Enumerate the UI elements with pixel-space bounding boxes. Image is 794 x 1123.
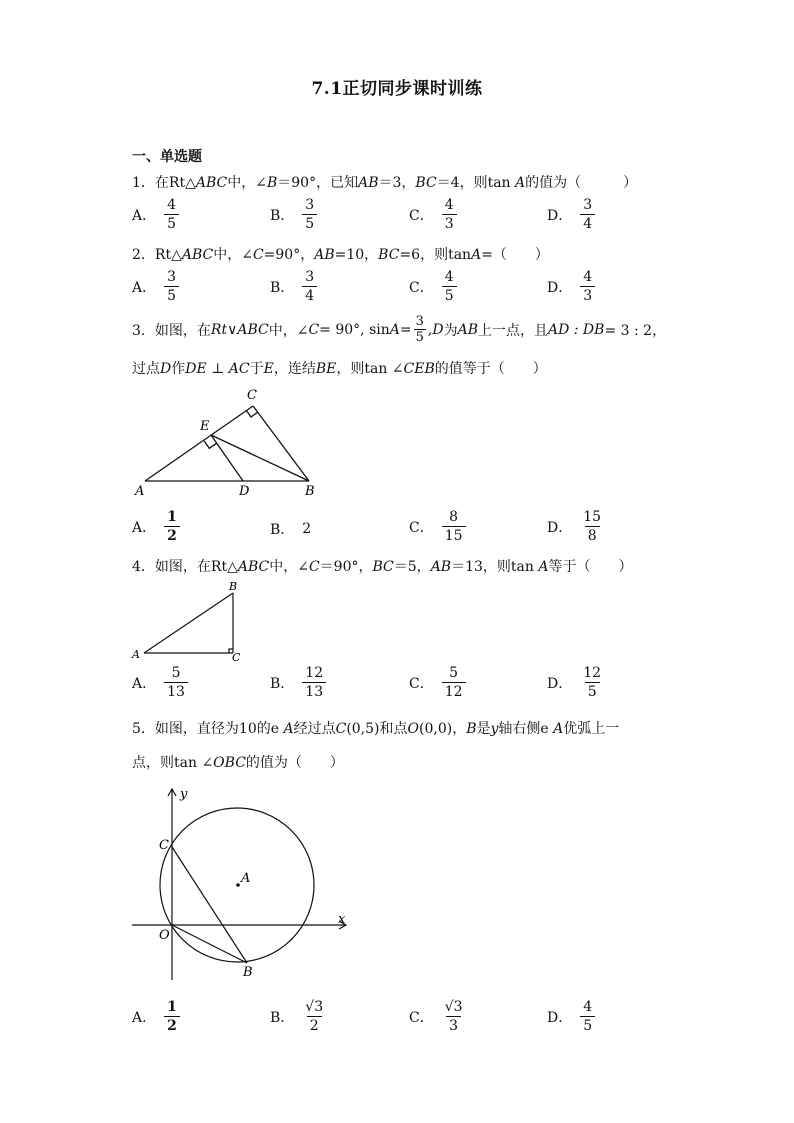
label-o: O <box>159 928 170 943</box>
fraction: $\frac{3}{5}$ <box>415 314 424 345</box>
question-4-stem: 4．如图，在Rt△ABC中，∠C＝90°，BC＝5，AB＝13，则tan A等于（ ） <box>132 559 633 575</box>
segment-ac <box>145 406 253 481</box>
label-x: x <box>338 912 346 927</box>
q5-option-b[interactable]: B． $\frac{√3}{2}$ <box>270 1000 326 1033</box>
label-b: B <box>243 965 253 980</box>
fraction: $\frac{√3}{3}$ <box>444 999 463 1034</box>
label-c: C <box>247 388 257 403</box>
label-a: A <box>241 871 251 886</box>
q2-option-d[interactable]: D． $\frac{4}{3}$ <box>547 270 595 303</box>
label-y: y <box>180 787 188 802</box>
label-c: C <box>232 651 241 664</box>
label-d: D <box>239 484 250 499</box>
q5-option-c[interactable]: C． $\frac{√3}{3}$ <box>409 1000 466 1033</box>
q3-option-c[interactable]: C． $\frac{8}{15}$ <box>409 510 466 543</box>
page-title: 7.1正切同步课时训练 <box>311 79 483 99</box>
section-heading: 一、单选题 <box>132 149 202 165</box>
fraction: $\frac{5}{13}$ <box>164 666 188 699</box>
fraction: $\frac{√3}{2}$ <box>305 999 324 1034</box>
label-c: C <box>159 838 169 853</box>
fraction: $\frac{12}{5}$ <box>583 665 602 700</box>
fraction: $\frac{15}{8}$ <box>583 509 602 544</box>
fraction: $\frac{4}{5}$ <box>164 198 179 231</box>
question-2-stem: 2．Rt△ABC中，∠C=90°，AB=10，BC=6，则tanA=（ ） <box>132 247 549 263</box>
label-b: B <box>229 580 238 593</box>
q4-triangle-figure <box>128 580 248 664</box>
fraction: $\frac{4}{3}$ <box>580 270 595 303</box>
fraction: $\frac{3}{5}$ <box>302 198 317 231</box>
right-angle-c <box>246 411 257 417</box>
q3-option-d[interactable]: D． $\frac{15}{8}$ <box>547 510 604 543</box>
q4-option-b[interactable]: B． $\frac{12}{13}$ <box>270 666 326 699</box>
fraction: $\frac{5}{12}$ <box>442 666 466 699</box>
q5-option-d[interactable]: D． $\frac{4}{5}$ <box>547 1000 595 1033</box>
q1-option-d[interactable]: D． $\frac{3}{4}$ <box>547 198 595 231</box>
fraction: $\frac{12}{13}$ <box>302 666 326 699</box>
q4-option-c[interactable]: C． $\frac{5}{12}$ <box>409 666 466 699</box>
label-e: E <box>200 419 210 434</box>
q4-option-d[interactable]: D． $\frac{12}{5}$ <box>547 666 604 699</box>
q4-option-a[interactable]: A． $\frac{5}{13}$ <box>132 666 188 699</box>
q5-option-a[interactable]: A． $\frac{1}{2}$ <box>132 1000 180 1033</box>
fraction: $\frac{1}{2}$ <box>164 1000 180 1033</box>
fraction: $\frac{1}{2}$ <box>164 510 180 543</box>
fraction: $\frac{3}{4}$ <box>580 198 595 231</box>
q2-option-a[interactable]: A． $\frac{3}{5}$ <box>132 270 179 303</box>
label-a: A <box>135 484 145 499</box>
segment-cb <box>172 847 247 963</box>
q3-option-b[interactable]: B． 2 <box>270 521 312 538</box>
question-3-stem-line1: 3．如图，在 Rt∨ABC 中，∠ C = 90°, sin A = $\frac{3}{5}$ , D 为 AB 上一点，且 AD : DB = 3 : 2， <box>132 314 667 345</box>
q2-option-c[interactable]: C． $\frac{4}{5}$ <box>409 270 457 303</box>
fraction: $\frac{4}{3}$ <box>442 198 457 231</box>
q5-circle-figure <box>128 784 358 984</box>
fraction: $\frac{4}{5}$ <box>580 1000 595 1033</box>
center-point-a <box>236 883 240 887</box>
question-1-stem: 1．在Rt△ABC中，∠B＝90°，已知AB＝3，BC＝4，则tan A的值为（ ） <box>132 175 638 191</box>
fraction: $\frac{3}{4}$ <box>302 270 317 303</box>
q1-option-c[interactable]: C． $\frac{4}{3}$ <box>409 198 457 231</box>
segment-cb <box>253 406 309 481</box>
segment-eb <box>211 435 309 481</box>
q1-option-a[interactable]: A． $\frac{4}{5}$ <box>132 198 179 231</box>
q3-option-a[interactable]: A． $\frac{1}{2}$ <box>132 510 180 543</box>
segment-ab <box>144 593 233 653</box>
label-b: B <box>305 484 315 499</box>
question-3-stem-line2: 过点D作DE ⊥ AC于E，连结BE，则tan ∠CEB的值等于（ ） <box>132 361 547 377</box>
q1-option-b[interactable]: B． $\frac{3}{5}$ <box>270 198 317 231</box>
fraction: $\frac{4}{5}$ <box>442 270 457 303</box>
label-a: A <box>132 648 140 661</box>
q3-triangle-figure <box>132 384 332 500</box>
fraction: $\frac{8}{15}$ <box>442 510 466 543</box>
right-angle-e <box>204 441 217 448</box>
question-5-stem-line2: 点，则tan ∠OBC的值为（ ） <box>132 755 344 771</box>
fraction: $\frac{3}{5}$ <box>164 270 179 303</box>
question-5-stem-line1: 5．如图，直径为10的e A经过点C(0,5)和点O(0,0)，B是y轴右侧e A优弧上一 <box>132 721 620 737</box>
q2-option-b[interactable]: B． $\frac{3}{4}$ <box>270 270 317 303</box>
